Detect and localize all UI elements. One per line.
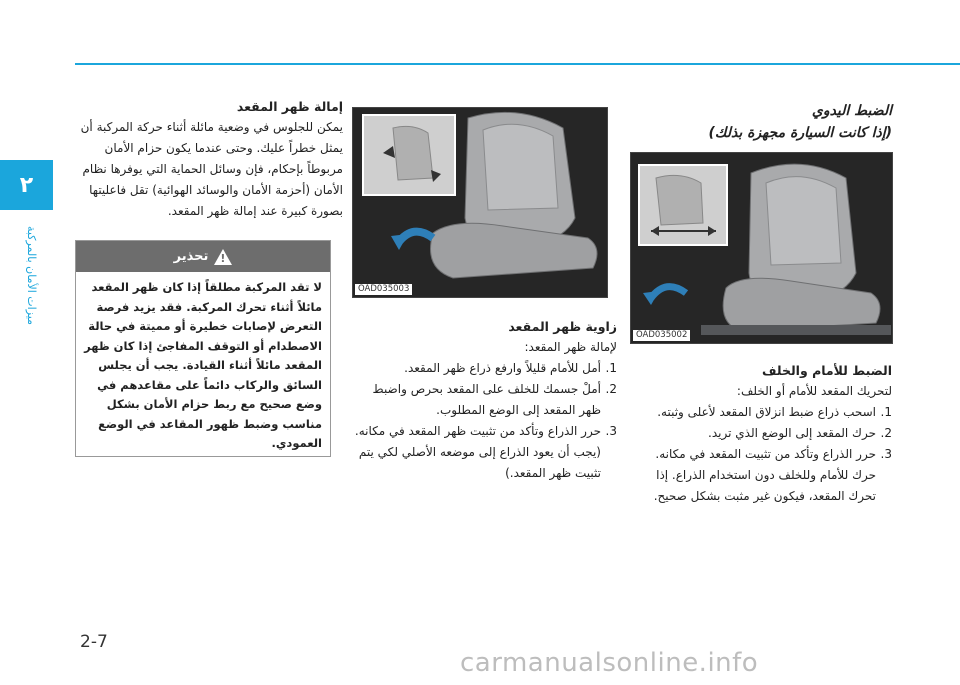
list-item: 1. اسحب ذراع ضبط انزلاق المقعد لأعلى وثبته. [657, 405, 892, 419]
list-item: 3. حرر الذراع وتأكد من تثبيت المقعد في مكانه. حرك للأمام وللخلف دون استخدام الذراع. إذا تحرك المقعد، فيكون غير مثبت بشكل صحيح. [653, 447, 892, 503]
chapter-title: ميزات الأمان بالمركبة [25, 225, 38, 325]
list-item: 2. أملْ جسمك للخلف على المقعد بحرص واضبط ظهر المقعد إلى الوضع المطلوب. [372, 382, 617, 417]
top-rule [75, 63, 960, 65]
seatback-heading: زاوية ظهر المقعد [508, 319, 617, 334]
forward-back-heading: الضبط للأمام والخلف [761, 363, 892, 378]
reclining-body: يمكن للجلوس في وضعية مائلة أثناء حركة المركبة أن يمثل خطراً عليك. وحتى عندما يكون حزام الأمان مربوطاً بإحكام، فإن وسائل الحماية التي يوفرها نظام الأمان (أحزمة الأمان والوسائد الهوائية) تقل فاعليتها بصورة كبيرة عند إمالة ظهر المقعد. [80, 120, 343, 218]
list-item: 3. حرر الذراع وتأكد من تثبيت ظهر المقعد في مكانه. (يجب أن يعود الذراع إلى موضعه الأصلي لكي يتم تثبيت ظهر المقعد.) [354, 424, 617, 480]
warning-text: لا تقد المركبة مطلقاً إذا كان ظهر المقعد مائلاً أثناء تحرك المركبة. فقد يزيد فرصة التعرض لإصابات خطيرة أو مميتة في حالة الاصطدام أو التوقف المفاجئ إذا كان ظهر المقعد مائلاً أثناء القيادة. يجب أن يجلس السائق والركاب دائماً على مقاعدهم في وضع صحيح مع ربط حزام الأمان بشكل مناسب وضبط ظهور المقاعد في الوضع العمودي. [84, 280, 322, 450]
reclining-heading: إمالة ظهر المقعد [236, 99, 343, 114]
seatback-illustration [353, 108, 608, 298]
chapter-tab [0, 160, 53, 210]
forward-back-section [630, 356, 892, 507]
seatback-intro: لإمالة ظهر المقعد: [524, 340, 617, 354]
seatback-figure [352, 107, 608, 298]
chapter-number: ٢ [19, 172, 34, 198]
warning-label: تحذير [173, 249, 209, 264]
warning-icon [214, 249, 232, 265]
seat-slide-figure [630, 152, 893, 344]
seat-slide-illustration [631, 153, 893, 344]
forward-back-steps [630, 402, 892, 507]
forward-back-intro: لتحريك المقعد للأمام أو الخلف: [736, 384, 892, 398]
list-item: 2. حرك المقعد إلى الوضع الذي تريد. [708, 426, 892, 440]
manual-adjust-section [630, 100, 892, 144]
reclining-section [75, 92, 343, 222]
list-item: 1. أمل للأمام قليلاً وارفع ذراع ظهر المقعد. [404, 361, 617, 375]
figure-code: OAD035002 [633, 330, 690, 341]
seatback-section [352, 312, 617, 484]
manual-adjust-subtitle: (إذا كانت السيارة مجهزة بذلك) [708, 125, 892, 141]
warning-header [76, 241, 330, 272]
manual-adjust-title: الضبط اليدوي [811, 103, 892, 119]
seatback-steps [352, 358, 617, 484]
figure-code: OAD035003 [355, 284, 412, 295]
watermark: carmanualsonline.info [460, 648, 759, 678]
page-number: 2-7 [80, 632, 108, 652]
warning-box [75, 240, 331, 457]
